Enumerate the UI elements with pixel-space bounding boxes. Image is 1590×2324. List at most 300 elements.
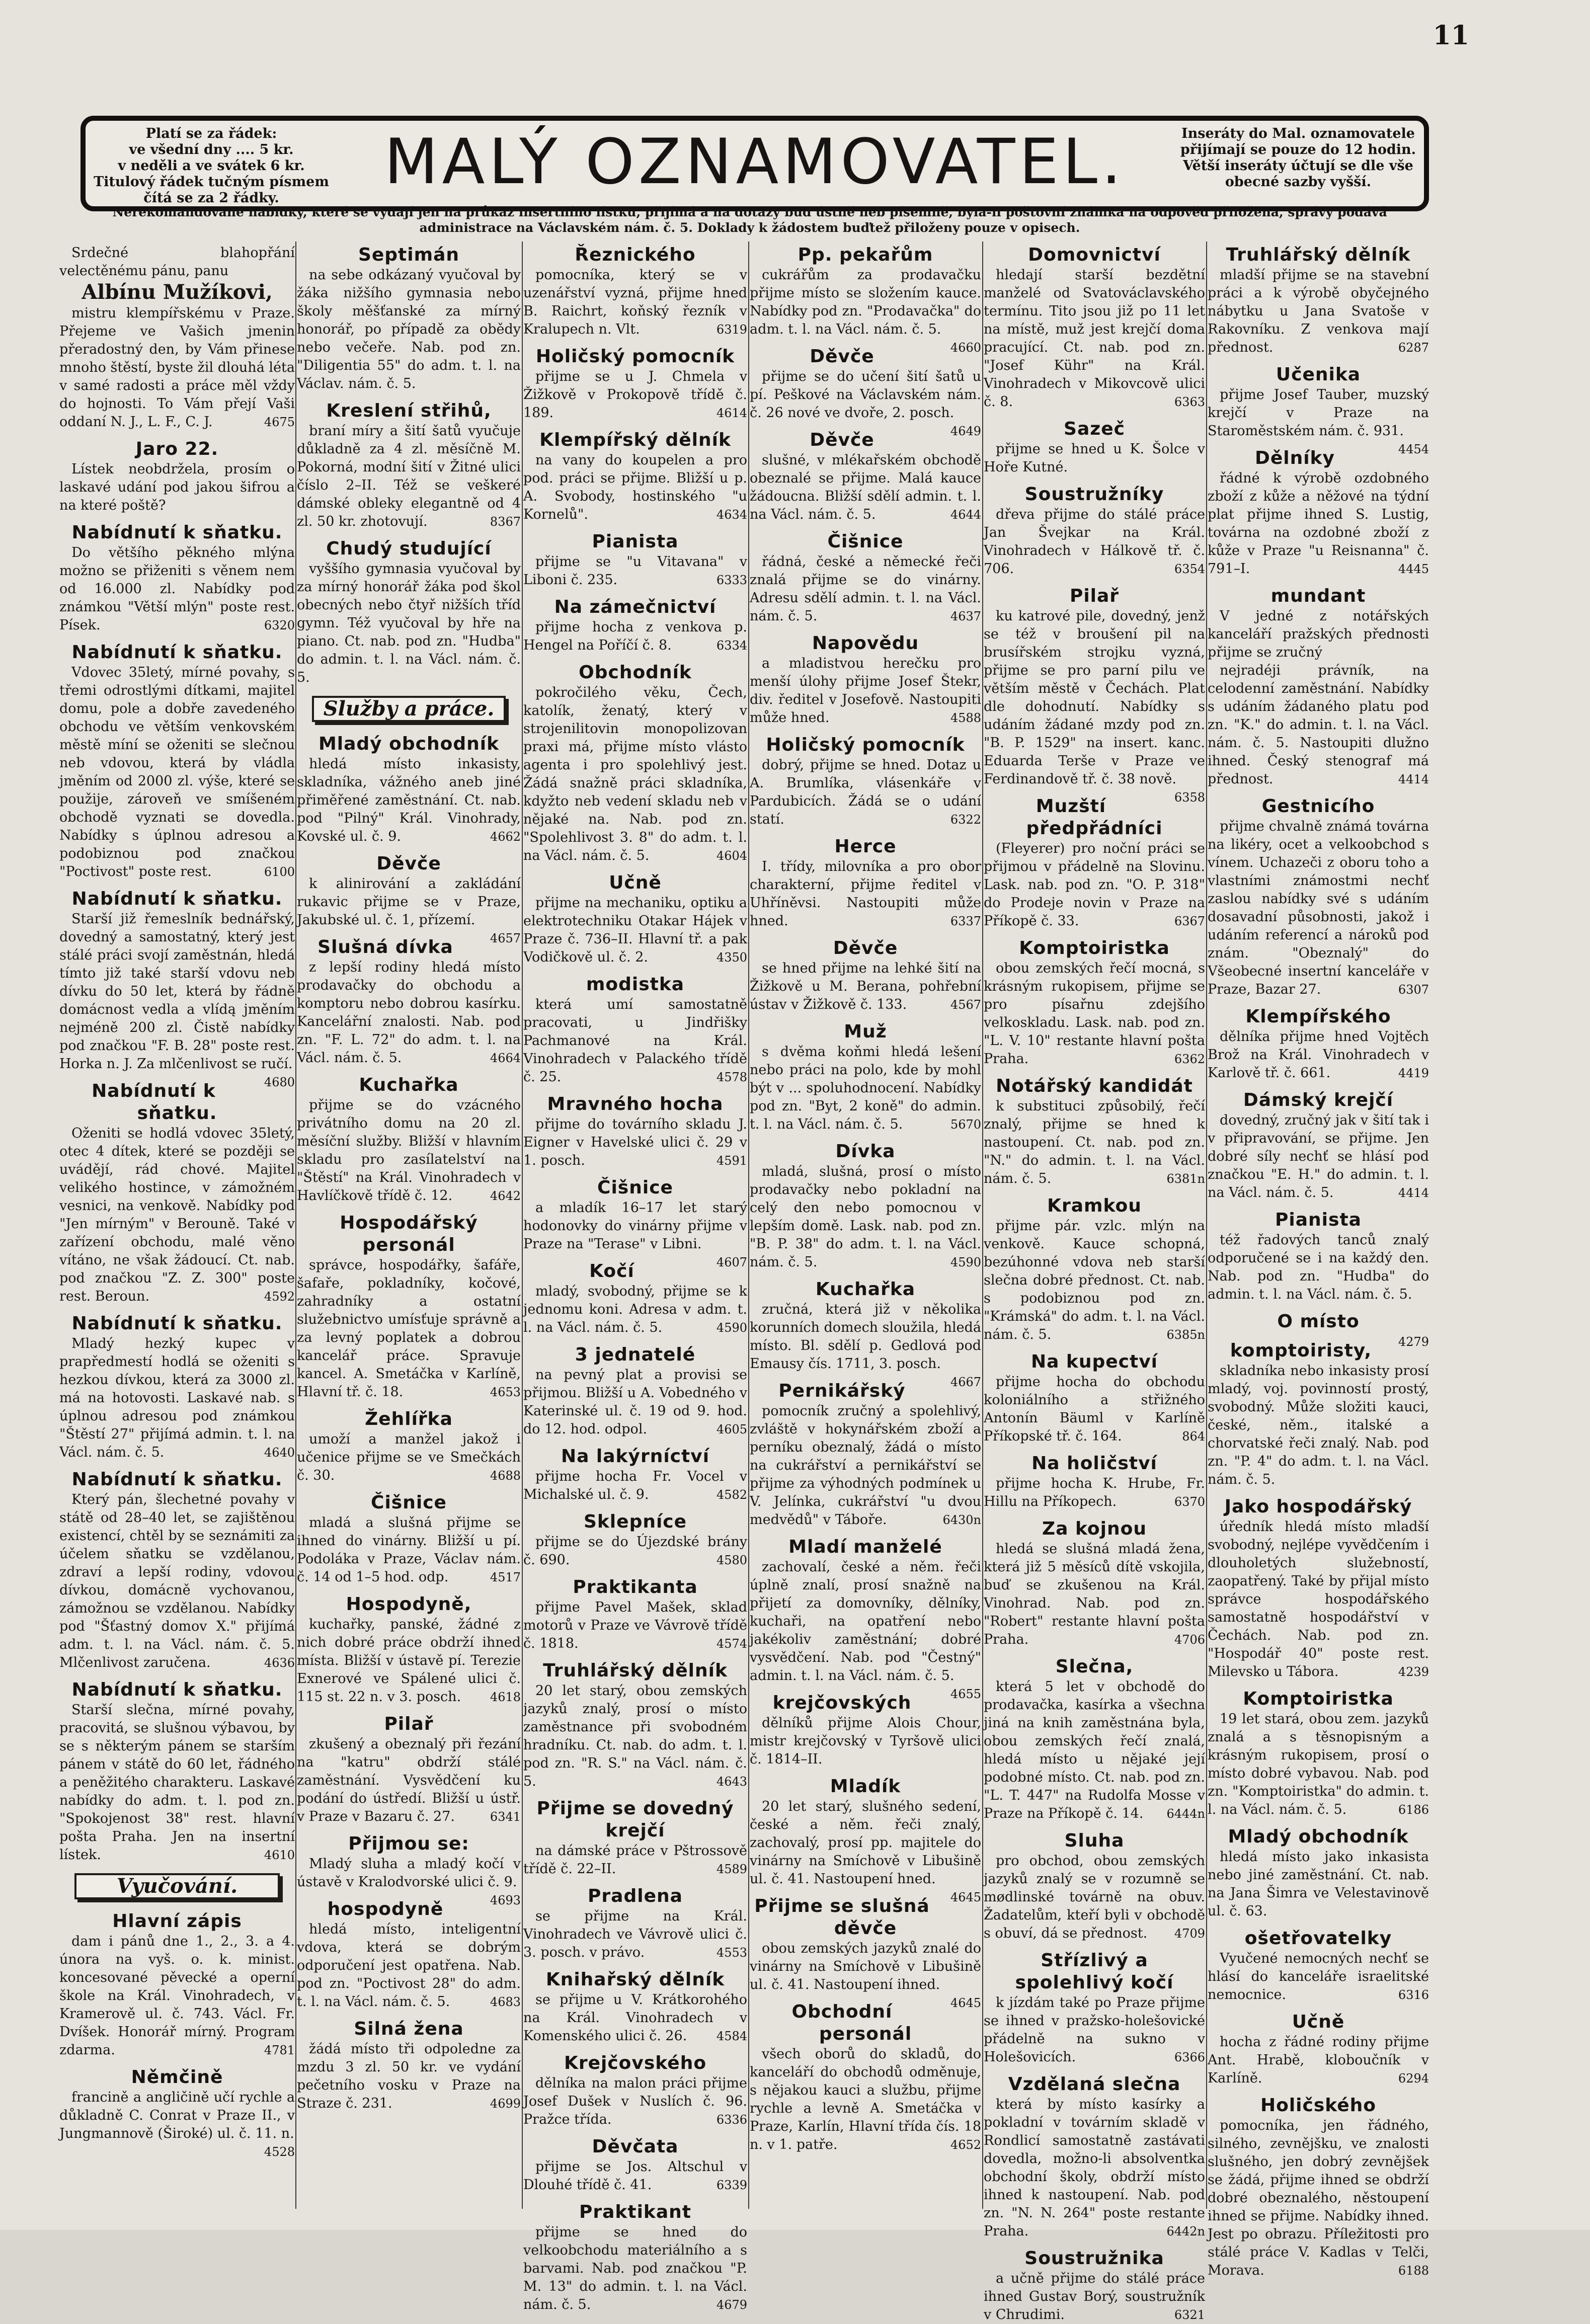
classified-ad: [297, 1898, 521, 2011]
ad-text: braní míry a šití šatů vyučuje důkladně za 4 zl. měsíčně M. Pokorná, modní šití v Žitné ulici číslo 2–II. Též se veškeré dámské obleky elegantně od 4 zl. 50 kr. zhotovují. 8367: [297, 422, 521, 531]
classified-ad: [297, 1492, 521, 1586]
classified-ad: [1208, 1089, 1429, 1202]
ad-number: 4574: [716, 1637, 747, 1651]
ad-text: nejradéji právník, na celodenní zaměstnání. Nabídky s udáním žádaného platu pod zn. "K." do admin. t. l. na Václ. nám. č. 5. Nastoupiti dlužno ihned. Český stenograf má přednost. 4414: [1208, 662, 1429, 788]
classified-ad: [750, 1895, 981, 2010]
ad-text: dělníka přijme hned Vojtěch Brož na Král. Vinohradech v Karlově tř. č. 661. 4419: [1208, 1028, 1429, 1082]
ad-title: Dívka: [835, 1141, 896, 1162]
ad-text: Který pán, šlechetné povahy v státě od 28–40 let, se zajištěnou existencí, chtěl by se seznámiti za účelem sňatku se vzdělanou, zdraví a lepší rodiny, vdovou dívkou, domácně vychovanou, zámožnou se vzdělanou. Nabídky pod "Šťastný domov X." přijímá adm. t. l. na Václ. nám. č. 5. Mlčenlivost zaručena. 4636: [59, 1491, 295, 1672]
page-number: 11: [1433, 20, 1469, 51]
ad-text: dovedný, zručný jak v šití tak i v připravování, se přijme. Jen dobré síly nechť se hlásí pod značkou "E. H." do admin. t. l. na Václ. nám. č. 5. 4414: [1208, 1111, 1429, 1202]
ad-title: Kuchařka: [815, 1279, 916, 1300]
ad-number: 6363: [1174, 395, 1205, 409]
ad-text: přijme se "u Vitavana" v Liboni č. 235. 6333: [523, 553, 747, 589]
classified-ad: [59, 2066, 295, 2159]
ad-title: 3 jednatelé: [575, 1344, 696, 1365]
ad-title: Praktikanta: [573, 1577, 698, 1597]
ad-title: Praktikant: [579, 2202, 691, 2222]
ad-text: která by místo kasírky a pokladní v továrním skladě v Rondlicí samostatně zastávati dovedla, možno-li absolventka obchodní školy, obdrží místo ihned k nastoupení. Nab. pod zn. "N. N. 264" poste restante Praha. 6442n: [984, 2096, 1205, 2240]
ad-text: přijme se hned u K. Šolce v Hoře Kutné.: [984, 441, 1205, 475]
classified-ad: [750, 1278, 981, 1389]
ad-title: Pernikářský: [778, 1381, 906, 1401]
ad-text: Do většího pěkného mlýna možno se přiženiti s věnem nem od 16.000 zl. Nabídky pod známkou "Větší mlýn" poste rest. Písek. 6320: [59, 544, 295, 634]
ad-text: mistru klempířskému v Praze. Přejeme ve Vašich jmenin přeradostný den, by Vám přinese mnoho štěstí, byste žil dlouhá léta v samé radosti a práce měl vždy do hojnosti. To Vám přejí Vaši oddaní N. J., L. F., C. J. 4675: [59, 304, 295, 431]
ad-title: Nabídnutí k sňatku.: [71, 1469, 283, 1490]
ad-text: hledá se slušná mladá žena, která již 5 měsíců dítě vskojila, buď se zkušenou na Král. Vinohrad. Nab. pod zn. "Robert" restante hlavní pošta Praha. 4706: [984, 1540, 1205, 1649]
ad-text: k substituci způsobilý, řečí znalý, přijme se hned k nastoupení. Ct. nab. pod zn. "N." do admin. t. l. na Václ. nám. č. 5. 6381n: [984, 1097, 1205, 1188]
classified-ad: [59, 438, 295, 515]
ad-text: přijme Pavel Mašek, sklad motorů v Praze ve Vávrově třídě č. 1818. 4574: [523, 1598, 747, 1653]
classified-ad: [1208, 364, 1429, 456]
ad-title: hospodyně: [327, 1899, 444, 1919]
classified-ad: [523, 662, 747, 865]
ad-number: 4578: [716, 1070, 747, 1084]
ad-title: Pianista: [592, 531, 679, 552]
ad-text: dělníků přijme Alois Chour, mistr krejčovský v Tyršově ulici č. 1814–II.: [750, 1715, 981, 1767]
ad-title: Kreslení střihů,: [326, 400, 492, 421]
classified-ad: [1208, 1006, 1429, 1082]
ad-number: 4634: [716, 508, 747, 522]
classified-ad: [1208, 1496, 1429, 1681]
ad-number: 6430n: [942, 1513, 981, 1527]
ad-number: 6316: [1398, 1988, 1429, 2002]
ad-title: Jaro 22.: [135, 439, 219, 459]
ad-number: 4706: [1174, 1633, 1205, 1647]
ad-number: 6320: [264, 618, 295, 632]
classified-ad: [984, 1453, 1205, 1511]
column-6: [1208, 244, 1429, 2278]
ad-number: 4643: [716, 1775, 747, 1789]
ad-title: Notářský kandidát: [996, 1076, 1193, 1096]
ad-number: 864: [1182, 1429, 1205, 1444]
ad-number: 6334: [716, 638, 747, 653]
classified-ad: [1208, 1209, 1429, 1304]
ad-title: Nabídnutí k sňatku.: [92, 1081, 217, 1124]
classified-ad: [523, 2201, 747, 2314]
classified-ad: [523, 429, 747, 524]
ad-number: 4582: [716, 1488, 747, 1502]
ad-number: 4664: [490, 1051, 521, 1065]
classified-ad: [984, 937, 1205, 1068]
ad-number: 4679: [716, 2298, 747, 2312]
rates-line: v neděli a ve svátek 6 kr.: [118, 158, 305, 174]
ad-number: 4645: [950, 1890, 981, 1904]
classified-ad: [297, 1408, 521, 1485]
ad-text: hocha z řádné rodiny přijme Ant. Hrabě, kloboučník v Karlíně. 6294: [1208, 2033, 1429, 2088]
masthead-conditions: [1177, 126, 1419, 190]
classified-ad: [523, 244, 747, 339]
classified-ad: [297, 2018, 521, 2113]
classified-ad: [297, 244, 521, 393]
ad-text: hledají starší bezdětní manželé od Svatováclavského termínu. Tito jsou již po 11 let na místě, muž jest krejčí doma pracující. Ct. nab. pod zn. "Josef Kühr" na Král. Vinohradech v Mikovcově ulici č. 8. 6363: [984, 266, 1205, 411]
ad-text: přijme se do vzácného privátního domu na 20 zl. měsíční služby. Bližší v hlavním skladu pro zasílatelství na "Štěstí" na Král. Vinohradech v Havlíčkově třídě č. 12. 4642: [297, 1096, 521, 1205]
ad-text: přijme hocha K. Hrube, Fr. Hillu na Příkopech. 6370: [984, 1475, 1205, 1511]
ad-title: Obchodní personál: [791, 2001, 912, 2044]
ad-title: Truhlářský dělník: [543, 1660, 728, 1681]
ad-title: Soustružníky: [1024, 484, 1164, 505]
ad-title: Děvče: [810, 346, 874, 367]
ad-title: Domovnictví: [1028, 245, 1161, 265]
ad-title: Čišnice: [371, 1492, 447, 1513]
ad-title: Učně: [1292, 2012, 1345, 2032]
classified-ad: [523, 596, 747, 655]
ad-number: 4693: [490, 1893, 521, 1907]
ad-number: 4644: [950, 508, 981, 522]
ad-number: 6367: [1174, 914, 1205, 928]
classified-ad: [297, 1713, 521, 1826]
ad-text: přijme se do učení šití šatů u pí. Peškové na Václavském nám. č. 26 nové ve dvoře, 2. posch. 4649: [750, 368, 981, 422]
masthead: [81, 116, 1429, 211]
ad-title: Pradlena: [588, 1886, 683, 1906]
ad-text: slušné, v mlékařském obchodě obeznalé se přijme. Malá kauce žádoucna. Bližší sdělí admin. t. l. na Václ. nám. č. 5. 4644: [750, 451, 981, 524]
ad-number: 6294: [1398, 2071, 1429, 2086]
ad-title: Pianista: [1275, 1210, 1362, 1230]
ad-number: 4699: [490, 2097, 521, 2111]
classified-ad: [59, 888, 295, 1089]
classified-ad: [59, 1469, 295, 1672]
ad-title: Děvčata: [592, 2136, 679, 2157]
ad-text: dělníka na malon práci přijme Josef Dušek v Nuslích č. 96. Pražce třída. 6336: [523, 2074, 747, 2129]
ad-title: Učně: [609, 872, 662, 893]
ad-text: která umí samostatně pracovati, u Jindřišky Pachmanové na Král. Vinohradech v Palackého třídě č. 25. 4578: [523, 996, 747, 1086]
ad-number: 4590: [950, 1255, 981, 1269]
ad-text: řádná, české a německé řeči znalá přijme se do vinárny. Adresu sdělí admin. t. l. na Václ. nám. č. 5. 4637: [750, 553, 981, 625]
ad-number: 4667: [950, 1375, 981, 1389]
ad-number: 6385n: [1166, 1328, 1205, 1342]
ad-text: Vyučené nemocných nechť se hlásí do kanceláře israelitské nemocnice. 6316: [1208, 1950, 1429, 2004]
ad-number: 4591: [716, 1154, 747, 1168]
ad-number: 6354: [1174, 562, 1205, 576]
ad-text: dobrý, přijme se hned. Dotaz u A. Brumlíka, vlásenkáře v Pardubicích. Žádá se o udání statí. 6322: [750, 756, 981, 829]
classified-ad: [1208, 244, 1429, 357]
ad-text: přijme hocha Fr. Vocel v Michalské ul. č. 9. 4582: [523, 1468, 747, 1504]
ad-number: 4660: [950, 341, 981, 355]
ad-text: přijme na mechaniku, optiku a elektrotechniku Otakar Hájek v Praze č. 736–II. Hlavní tř. a pak Vodičkově ul. č. 2. 4350: [523, 894, 747, 967]
classified-ad: [1208, 1340, 1429, 1489]
classified-ad: [59, 522, 295, 634]
classified-ad: [750, 244, 981, 355]
ad-title: Nabídnutí k sňatku.: [71, 642, 283, 663]
classified-ad: [1208, 1826, 1429, 1920]
ad-number: 6442n: [1166, 2224, 1205, 2238]
ad-text: řádné k výrobě ozdobného zboží z kůže a něžové na týdní plat přijme ihned S. Lustig, továrna na ozdobné zboží z kůže v Praze "u Reisnanna" č. 791–I. 4445: [1208, 469, 1429, 578]
ad-number: 4589: [716, 1862, 747, 1876]
ad-title: Slečna,: [1055, 1656, 1134, 1677]
classified-ad: [750, 1536, 981, 1701]
classified-ad: [984, 1830, 1205, 1943]
ad-title: Žehlířka: [365, 1409, 453, 1429]
conditions-line: obecné sazby vyšší.: [1225, 174, 1372, 190]
ad-text: francině a angličině učí rychle a důkladně C. Conrat v Praze II., v Jungmannově (Široké) ul. č. 11. n. 4528: [59, 2089, 295, 2143]
ad-text: (Fleyerer) pro noční práci se přijmou v přádelně na Slovinu. Lask. nab. pod zn. "O. P. 318" do Prodeje novin v Praze na Příkopě č. 33. 6367: [984, 840, 1205, 930]
masthead-rates: [91, 126, 332, 206]
ad-number: 4414: [1398, 1186, 1429, 1200]
classified-ad: [523, 872, 747, 967]
ad-title: Na lakýrníctví: [561, 1446, 710, 1467]
masthead-notice: Nerekomandované nabídky, které se vydají jen na průkaz insertního lístku, přijímá a na dotazy buď ústně neb písemně, byla-li poštovní známka na odpověď přiložena, správy podává administrace na Václavském nám. č. 5. Doklady k žádostem buďtež přiloženy pouze v opisech.: [112, 205, 1387, 235]
ad-text: hledá místo jako inkasista nebo jiné zaměstnání. Ct. nab. na Jana Šimra ve Velestavinově ul. č. 63.: [1208, 1849, 1429, 1919]
column-3: [523, 244, 747, 2312]
ad-number: 4610: [264, 1848, 295, 1862]
classified-ad: [523, 1885, 747, 1962]
ad-text: přijme se Jos. Altschul v Dlouhé třídě č. 41. 6339: [523, 2158, 747, 2194]
ad-number: 6287: [1398, 341, 1429, 355]
ad-text: k alinirování a zakládání rukavic přijme se v Praze, Jakubské ul. č. 1, přízemí. 4657: [297, 875, 521, 929]
ad-title: Truhlářský dělník: [1226, 245, 1411, 265]
ad-text: V jedné z notářských kanceláří pražských přednosti přijme se zručný: [1208, 608, 1429, 660]
classified-ad: [984, 1950, 1205, 2066]
ad-number: 4655: [950, 1687, 981, 1701]
classified-ad: [297, 853, 521, 945]
classified-ad: [297, 538, 521, 687]
ad-title: Muž: [844, 1021, 887, 1042]
classified-ad: [59, 642, 295, 881]
ad-title: mundant: [1270, 586, 1366, 606]
ad-number: 6444n: [1166, 1807, 1205, 1821]
ad-text: 19 let stará, obou zem. jazyků znalá a s těsnopisným a krásným rukopisem, prosí o místo dobré vybavou. Nab. pod zn. "Komptoiristka" do admin. t. l. na Václ. nám. č. 5. 6186: [1208, 1710, 1429, 1819]
ad-number: 4683: [490, 1995, 521, 2009]
ad-number: 6370: [1174, 1495, 1205, 1509]
ad-number: 4636: [264, 1656, 295, 1670]
ad-text: a mladistvou herečku pro menší úlohy přijme Josef Štekr, div. ředitel v Josefově. Nastoupiti může hned. 4588: [750, 655, 981, 727]
ad-text: ku katrové pile, dovedný, jenž se též v broušení pil na brusířském strojku vyzná, přijme se pro parní pilu ve větším městě v Čechách. Plat dle dohodnutí. Nabídky s udáním žádané mzdy pod zn. "B. P. 1529" na insert. kanc. Eduarda Terše v Praze ve Ferdinandově tř. č. 38 nově. 6358: [984, 607, 1205, 788]
classified-ad: [984, 1656, 1205, 1823]
classified-ad: [750, 1692, 981, 1769]
ad-text: k jízdám také po Praze přijme se ihned v pražsko-holešovické přádelně na sukno v Holešovicích. 6366: [984, 1994, 1205, 2066]
ad-title: Mladík: [830, 1776, 901, 1797]
ad-text: všech oborů do skladů, do kanceláří do obchodů odměnuje, s nějakou kauci a službu, přijme rychle a levně A. Smetáčka v Praze, Karlín, Hlavní třída čís. 18 n. v 1. patře. 4652: [750, 2045, 981, 2154]
rates-line: ve všední dny .... 5 kr.: [129, 142, 294, 157]
ad-title: Muzští předpřádníci: [1026, 796, 1163, 839]
ad-text: I. třídy, milovníka a pro obor charakterní, přijme ředitel v Uhříněvsi. Nastoupiti může hned. 6337: [750, 858, 981, 930]
ad-text: na vany do koupelen a pro pod. práci se přijme. Bližší u p. A. Svobody, hostinského "u Kornelů". 4634: [523, 451, 747, 524]
rates-line: čítá se za 2 řádky.: [143, 190, 279, 206]
classified-ad: [984, 2248, 1205, 2324]
classified-ad: [750, 531, 981, 625]
ad-title: Klempířského: [1245, 1006, 1391, 1027]
column-5: [984, 244, 1205, 2322]
classified-ad: [750, 632, 981, 727]
conditions-line: Větší inseráty účtují se dle vše: [1183, 158, 1413, 174]
ad-number: 4580: [716, 1553, 747, 1567]
ad-number: 4607: [716, 1255, 747, 1269]
ad-text: přijme Josef Tauber, muzský krejčí v Praze na Staroměstském nám. č. 931. 4454: [1208, 386, 1429, 440]
ad-title: Dámský krejčí: [1243, 1090, 1394, 1110]
rates-line: Titulový řádek tučným písmem: [94, 174, 329, 190]
classified-ad: [750, 734, 981, 829]
ad-title: Sluha: [1064, 1830, 1125, 1851]
classified-ad: [523, 1093, 747, 1170]
ad-number: 4553: [716, 1946, 747, 1960]
classified-ad: [750, 1141, 981, 1271]
ad-title: Hospodářský personál: [340, 1213, 478, 1255]
ad-title: Sazeč: [1064, 419, 1125, 439]
classified-ad: [523, 1177, 747, 1269]
ad-text: s dvěma koňmi hledá lešení nebo práci na polo, kde by mohl být v ... spoluhodnocení. Nabídky pod zn. "Byt, 2 koně" do admin. t. l. na Václ. nám. č. 5. 5670: [750, 1043, 981, 1134]
ad-title: Přijme se dovedný krejčí: [536, 1798, 734, 1841]
ad-title: Čišnice: [597, 1177, 673, 1198]
ad-number: 4675: [264, 415, 295, 429]
ad-number: 4454: [1398, 442, 1429, 456]
ad-number: 4350: [716, 950, 747, 965]
classified-ad: [984, 1518, 1205, 1649]
ad-number: 4528: [264, 2145, 295, 2159]
classified-ad: [523, 1446, 747, 1504]
classified-ad: [984, 1351, 1205, 1446]
ad-title: Přijme se slušná děvče: [754, 1896, 930, 1939]
ad-text: přijme do továrního skladu J. Eigner v Havelské ulici č. 29 v 1. posch. 4591: [523, 1115, 747, 1170]
ad-number: 4517: [490, 1570, 521, 1584]
ad-text: mladý, svobodný, přijme se k jednomu koni. Adresa v adm. t. l. na Václ. nám. č. 5. 4590: [523, 1283, 747, 1337]
ad-title: Hospodyně,: [346, 1594, 472, 1615]
classified-ad: [523, 1260, 747, 1337]
classified-ad: [984, 484, 1205, 578]
classified-ad: [523, 1660, 747, 1791]
ad-number: 4614: [716, 406, 747, 420]
classified-ad: [59, 1679, 295, 1864]
classified-ad: [984, 244, 1205, 411]
classified-ad: [750, 1380, 981, 1529]
ad-title: Pilař: [1069, 586, 1120, 606]
classified-ad: [297, 400, 521, 531]
ad-number: 4781: [264, 2043, 295, 2057]
masthead-title: MALÝ OZNAMOVATEL.: [384, 126, 1126, 198]
ad-title: O místo: [1277, 1311, 1360, 1332]
ad-title: Mladý obchodník: [1228, 1826, 1409, 1847]
ad-title: Krejčovského: [564, 2053, 707, 2073]
ad-number: 4588: [950, 711, 981, 725]
ad-number: 4414: [1398, 772, 1429, 786]
classified-ad: [59, 1910, 295, 2059]
ad-title: Septimán: [358, 245, 460, 265]
ad-title: Kramkou: [1047, 1195, 1142, 1216]
ad-title: Mravného hocha: [547, 1094, 724, 1114]
classified-ad: [297, 1833, 521, 1907]
section-heading: Služby a práce.: [312, 696, 506, 722]
ad-number: 4590: [716, 1321, 747, 1335]
ad-title: Holičský pomocník: [766, 735, 965, 755]
conditions-line: přijímají se pouze do 12 hodin.: [1180, 142, 1416, 157]
column-rule: [982, 242, 983, 2209]
classified-ad: [750, 2001, 981, 2154]
section-heading: Vyučování.: [74, 1873, 280, 1899]
ad-text: mladá a slušná přijme se ihned do vinárny. Bližší u pí. Podoláka v Praze, Václav nám. č. 14 od 1–5 hod. odp. 4517: [297, 1514, 521, 1586]
classified-ad: [1208, 2011, 1429, 2088]
ad-text: přijme se do Újezdské brány č. 690. 4580: [523, 1533, 747, 1569]
ad-title: Nabídnutí k sňatku.: [71, 1679, 283, 1700]
classified-ad: [1208, 1311, 1429, 1349]
ad-title: Nabídnutí k sňatku.: [71, 522, 283, 543]
classified-ad: [523, 1344, 747, 1438]
classified-ad: [523, 1511, 747, 1569]
ad-number: 4653: [490, 1385, 521, 1399]
ad-title: Sklepníce: [583, 1511, 687, 1532]
ad-number: 4584: [716, 2029, 747, 2043]
ad-number: 6358: [1174, 790, 1205, 805]
ad-number: 6341: [490, 1810, 521, 1824]
ad-text: obou zemských řečí mocná, s krásným rukopisem, přijme se pro písařnu zdejšího velkoskladu. Lask. nab. pod zn. "L. V. 10" restante hlavní pošta Praha. 6362: [984, 959, 1205, 1068]
classified-ad: [750, 836, 981, 930]
ad-title: Dělníky: [1254, 448, 1335, 468]
ad-title: Kočí: [589, 1261, 634, 1281]
classified-ad: [750, 346, 981, 438]
classified-ad: [297, 733, 521, 846]
ad-title: modistka: [586, 974, 685, 995]
ad-number: 4567: [950, 998, 981, 1012]
ad-title: krejčovských: [772, 1693, 912, 1713]
ad-number: 6186: [1398, 1803, 1429, 1817]
ad-title: Děvče: [376, 853, 441, 874]
ad-text: se přijme na Král. Vinohradech ve Vávrově ulici č. 3. posch. v právo. 4553: [523, 1907, 747, 1962]
classified-ad: [984, 795, 1205, 930]
ad-text: která 5 let v obchodě do prodavačka, kasírka a všechna jiná na knih zaměstnána byla, obou zemských řečí znalá, hledá místo u nějaké její podobné místo. Ct. nab. pod zn. "L. T. 447" na Rudolfa Mosse v Praze na Příkopě č. 14. 6444n: [984, 1678, 1205, 1823]
ad-text: Vdovec 35letý, mírné povahy, s třemi odrostlými dítkami, majitel domu, pole a dobře zavedeného obchodu ve větším venkovském městě míní se oženiti se slečnou neb vdovou, která by vládla jměním od 2000 zl. výše, které se použije, zároveň ve smíšeném obchodě vyznati se dovedla. Nabídky s úplnou adresou a podobiznou pod značkou "Poctivost" poste rest. 6100: [59, 664, 295, 881]
ad-number: 4680: [264, 1075, 295, 1089]
ad-title: Čišnice: [827, 531, 904, 552]
ad-title: Knihařský dělník: [545, 1969, 725, 1990]
classified-ad: [1208, 1928, 1429, 2004]
classified-ad: [984, 2073, 1205, 2240]
ad-text: vyššího gymnasia vyučoval by za mírný honorář žáka pod škol obecných nebo čtyř nižších tříd gymn. Též vyučoval by hře na piano. Ct. nab. pod zn. "Hudba" do admin. t. l. na Václ. nám. č. 5.: [297, 561, 521, 685]
ad-text: Srdečné blahopřání velectěnému pánu, panu: [59, 245, 295, 279]
ad-title: Řeznického: [575, 245, 696, 265]
ad-title: Gestnicího: [1261, 796, 1375, 817]
ad-text: též řadových tanců znalý odporučené se i na každý den. Nab. pod zn. "Hudba" do admin. t. l. na Václ. nám. č. 5.: [1208, 1232, 1429, 1302]
classified-ad: [750, 1021, 981, 1134]
ad-title: Přijmou se:: [348, 1833, 469, 1854]
column-rule: [295, 242, 296, 2209]
ad-title: Vzdělaná slečna: [1008, 2074, 1181, 2095]
ad-text: pokročilého věku, Čech, katolík, ženatý, který v strojenilitovin monopolizovan praxi má, přijme místo vlásto agenta i pro spolehlivý jest. Žádá snažně práci skladníka, kdyžto neb vedení skladu neb v nějaké na. Nab. pod zn. "Spolehlivost 3. 8" do adm. t. l. na Václ. nám. č. 5. 4604: [523, 684, 747, 865]
ad-number: 4239: [1398, 1665, 1429, 1679]
ad-title: Slušná dívka: [317, 937, 453, 957]
ad-title: Němčině: [131, 2067, 223, 2088]
ad-text: a mladík 16–17 let starý hodonovky do vinárny přijme v Praze na "Terase" v Libni. 4607: [523, 1199, 747, 1253]
ad-text: kuchařky, panské, žádné z nich dobré práce obdrží ihned místa. Bližší v ústavě pí. Terezie Exnerové ve Spálené ulici č. 115 st. 22 n. v 3. posch. 4618: [297, 1616, 521, 1706]
ad-title: Pp. pekařům: [798, 245, 933, 265]
ad-text: přijme se u J. Chmela v Žižkově v Prokopově třídě č. 189. 4614: [523, 368, 747, 422]
ad-title: Za kojnou: [1042, 1518, 1147, 1539]
ad-text: hledá místo, inteligentní vdova, která se dobrým odporučení jest opatřena. Nab. pod zn. "Poctivost 28" do adm. t. l. na Václ. nám. č. 5. 4683: [297, 1920, 521, 2011]
ad-title: Nabídnutí k sňatku.: [71, 889, 283, 909]
classified-ad: [1208, 795, 1429, 999]
ad-text: zručná, která již v několika korunních domech sloužila, hledá místo. Bl. sdělí p. Gedlová pod Emausy čís. 1711, 3. posch. 4667: [750, 1301, 981, 1373]
ad-title: Herce: [834, 836, 897, 857]
classified-ad: [523, 1969, 747, 2045]
ad-number: 4637: [950, 609, 981, 623]
classified-ad: [1208, 1688, 1429, 1819]
classified-ad: [297, 1074, 521, 1205]
ad-text: z lepší rodiny hledá místo prodavačky do obchodu a komptoru nebo dobrou kasírku. Kancelářní znalosti. Nab. pod zn. "F. L. 72" do adm. t. l. na Václ. nám. č. 5. 4664: [297, 958, 521, 1067]
ad-number: 6362: [1174, 1052, 1205, 1066]
classified-ad: [523, 2052, 747, 2129]
ad-title: Klempířský dělník: [539, 430, 731, 450]
ad-text: umoží a manžel jakož i učenice přijme se ve Smečkách č. 30. 4688: [297, 1430, 521, 1485]
ad-title: Děvče: [810, 430, 874, 450]
ad-text: správce, hospodářky, šafáře, šafaře, pokladníky, kočové, zahradníky a ostatní služebnictvo umísťuje správně a za levný poplatek a dobrou kancelář práce. Spravuje kancel. A. Smetáčka v Karlíně, Hlavní tř. č. 18. 4653: [297, 1256, 521, 1401]
ad-title: ošetřovatelky: [1244, 1928, 1392, 1949]
ad-number: 4688: [490, 1469, 521, 1483]
ad-title: Silná žena: [354, 2019, 464, 2039]
ad-number: 6188: [1398, 2264, 1429, 2278]
ad-number: 6339: [716, 2178, 747, 2192]
ad-number: 6307: [1398, 983, 1429, 997]
column-rule: [748, 242, 749, 2209]
ad-title: Pilař: [384, 1714, 434, 1734]
ad-number: 4592: [264, 1290, 295, 1304]
ad-text: Mladý hezký kupec v prapředmestí hodlá se oženiti s hezkou dívkou, která za 3000 zl. má na hotovosti. Laskavé nab. s úplnou adresou pod známkou "Štěstí 27" přijímá admin. t. l. na Václ. nám. č. 5. 4640: [59, 1335, 295, 1462]
ad-text: se přijme u V. Krátkorohého na Král. Vinohradech v Komenského ulici č. 26. 4584: [523, 1991, 747, 2045]
